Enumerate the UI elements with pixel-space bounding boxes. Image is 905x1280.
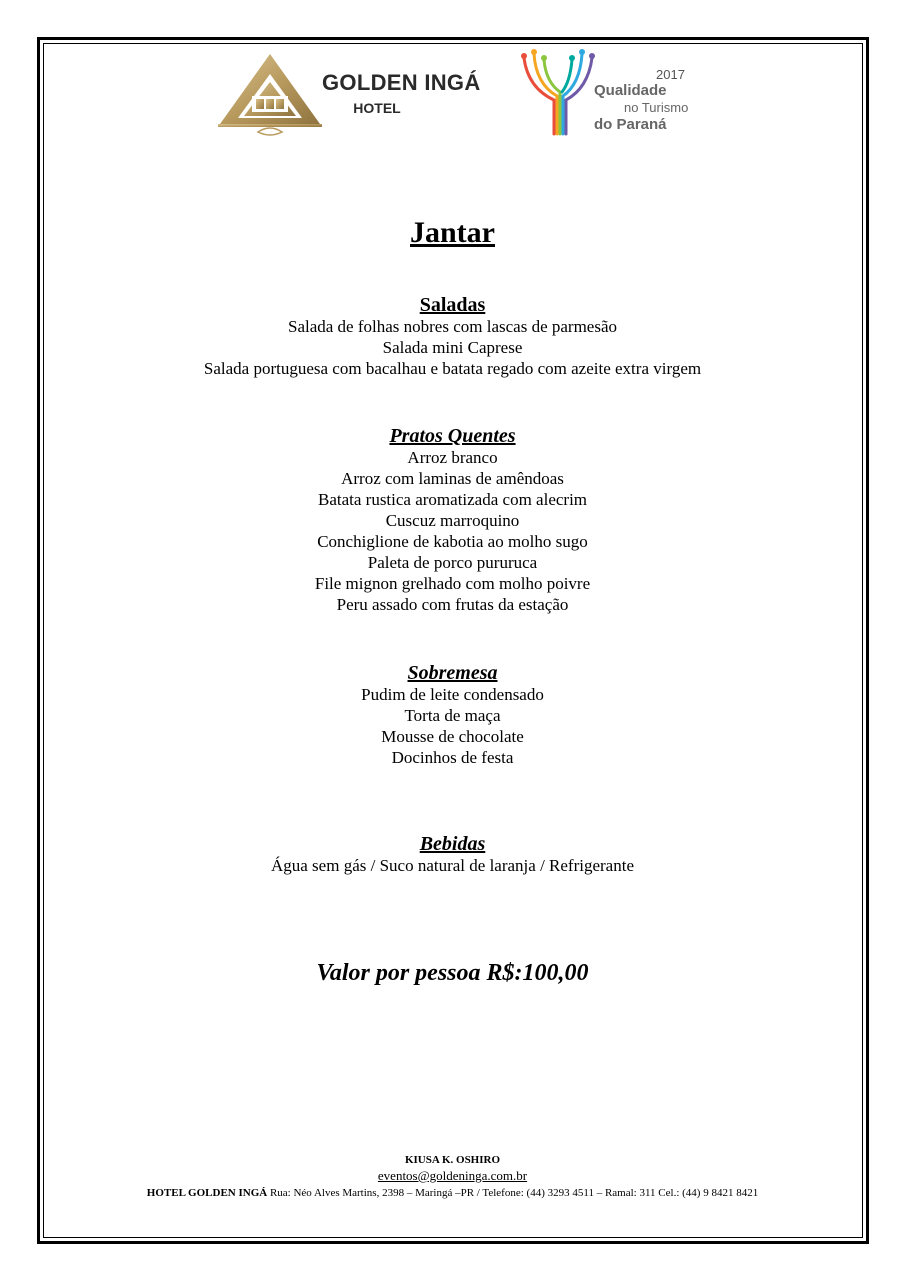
menu-item: Água sem gás / Suco natural de laranja / Refrigerante [270,856,634,875]
quality-award-line1: Qualidade [594,82,667,99]
menu-item: Conchiglione de kabotia ao molho sugo [317,532,588,551]
quality-award-line2: no Turismo [624,100,689,115]
quality-award-icon [518,48,598,140]
section-heading-saladas: Saladas [419,294,486,316]
section-items-sobremesa [45,684,860,768]
quality-award-year: 2017 [656,67,685,82]
hotel-logo [218,52,508,142]
menu-item: Mousse de chocolate [381,727,524,746]
footer-address-text: Rua: Néo Alves Martins, 2398 – Maringá –PR / Telefone: (44) 3293 4511 – Ramal: 311 Cel.: (44) 9 8421 8421 [267,1187,759,1199]
hotel-logo-name: GOLDEN INGÁ [322,70,481,95]
menu-item: Salada mini Caprese [382,338,523,357]
footer-contact-name: KIUSA K. OSHIRO [404,1154,501,1166]
hotel-emblem-icon [218,52,322,138]
menu-item: Torta de maça [404,706,501,725]
menu-item: Batata rustica aromatizada com alecrim [317,490,588,509]
menu-item: Peru assado com frutas da estação [336,595,569,614]
section-pratos-quentes [45,425,860,615]
section-sobremesa [45,662,860,768]
menu-item: Pudim de leite condensado [361,685,544,704]
menu-item: Docinhos de festa [391,748,514,767]
quality-award-logo [518,48,698,140]
menu-item: Arroz branco [407,448,498,467]
section-saladas [45,294,860,379]
footer-email-link[interactable]: eventos@goldeninga.com.br [377,1168,528,1183]
footer-hotel-label: HOTEL GOLDEN INGÁ [146,1187,268,1199]
section-items-pratos-quentes [45,447,860,615]
section-heading-pratos-quentes: Pratos Quentes [389,425,516,447]
hotel-logo-subtitle: HOTEL [353,100,401,116]
section-bebidas [45,833,860,876]
menu-item: Salada de folhas nobres com lascas de parmesão [287,317,618,336]
section-items-saladas [45,316,860,379]
menu-item: Salada portuguesa com bacalhau e batata regado com azeite extra virgem [203,359,702,378]
menu-item: Cuscuz marroquino [385,511,520,530]
menu-item: Paleta de porco pururuca [367,553,538,572]
footer [45,1152,860,1201]
section-heading-bebidas: Bebidas [419,833,486,855]
section-items-bebidas [45,855,860,876]
menu-item: Arroz com laminas de amêndoas [341,469,564,488]
price-per-person: Valor por pessoa R$:100,00 [316,960,589,986]
footer-address [45,1185,860,1201]
section-heading-sobremesa: Sobremesa [407,662,498,684]
menu-item: File mignon grelhado com molho poivre [314,574,591,593]
quality-award-line3: do Paraná [594,116,667,133]
menu-title: Jantar [410,216,495,249]
